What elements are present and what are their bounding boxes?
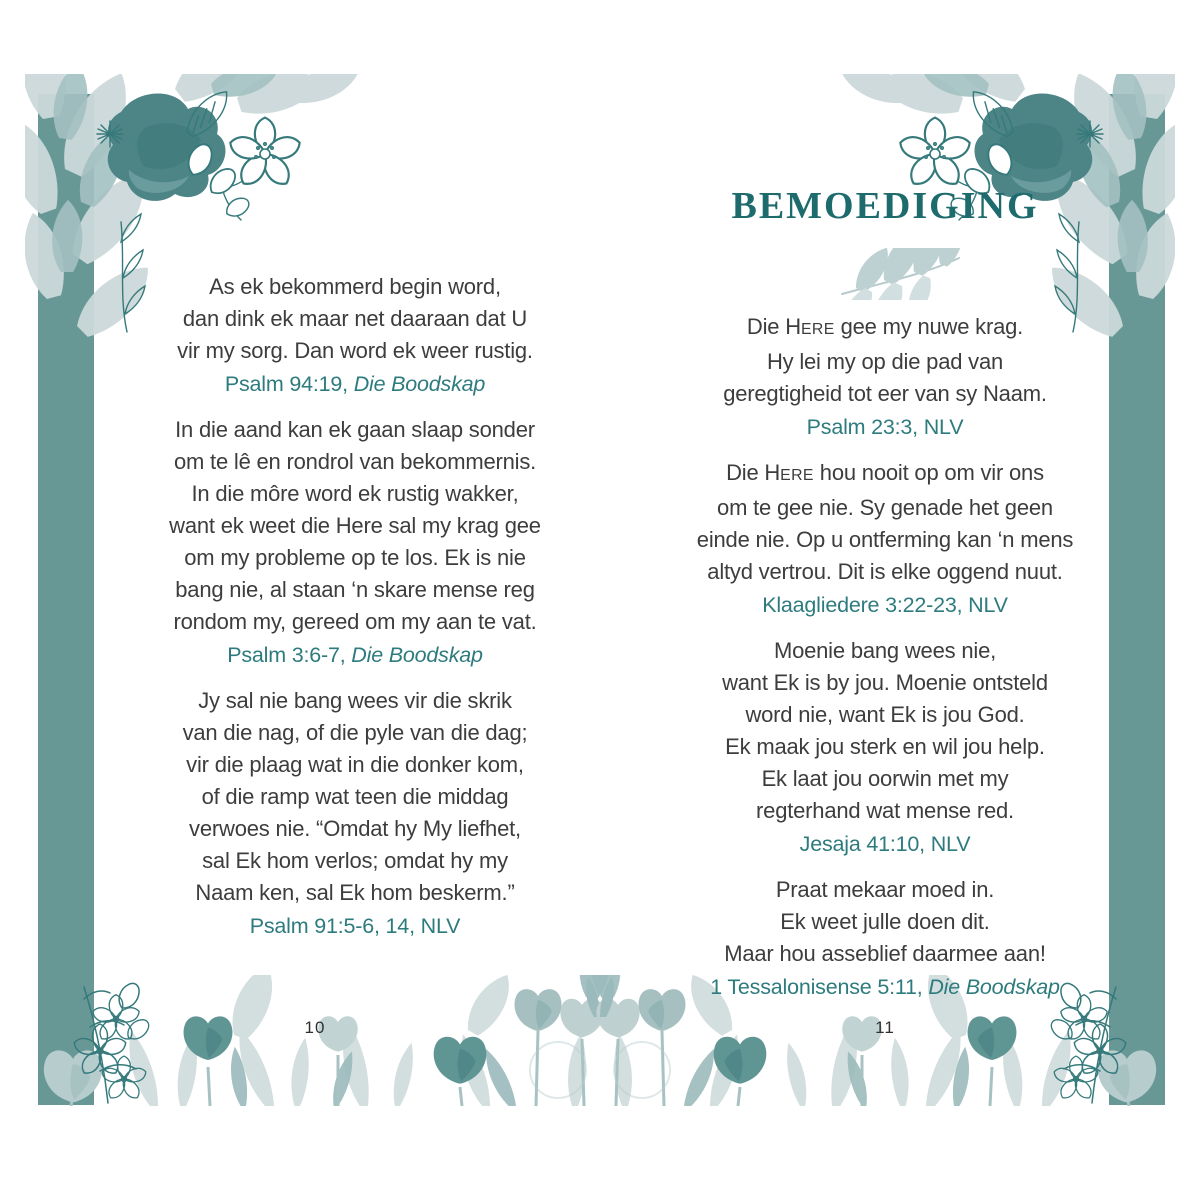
verse-block: [645, 457, 1125, 621]
verse-text: Jy sal nie bang wees vir die skrik van die nag, of die pyle van die dag; vir die plaag wat in die donker kom, of die ramp wat teen die middag verwoes nie. “Omdat hy My liefhet, sal Ek hom verlos; omdat hy my Naam ken, sal Ek hom beskerm.”: [182, 688, 528, 905]
verse-reference: Jesaja 41:10, NLV: [799, 832, 971, 856]
verse-text: Praat mekaar moed in. Ek weet julle doen dit. Maar hou asseblief daarmee aan!: [724, 877, 1046, 966]
verse-text: In die aand kan ek gaan slaap sonder om te lê en rondrol van bekommernis. In die môre word ek rustig wakker, want ek weet die Here sal my krag gee om my probleme op te los. Ek is nie bang nie, al staan ‘n skare mense reg rondom my, gereed om my aan te vat.: [169, 417, 541, 634]
verse-text: Moenie bang wees nie, want Ek is by jou. Moenie ontsteld word nie, want Ek is jou God. Ek maak jou sterk en wil jou help. Ek laat jou oorwin met my regterhand wat mense red.: [722, 638, 1048, 823]
verse-block: [645, 635, 1125, 860]
page-number-left: 10: [304, 1018, 326, 1037]
verse-reference: Psalm 91:5-6, 14, NLV: [249, 914, 461, 938]
right-page-verses: [645, 311, 1125, 1017]
verse-reference: 1 Tessalonisense 5:11, Die Boodskap: [710, 975, 1060, 999]
verse-reference: Psalm 23:3, NLV: [806, 415, 964, 439]
verse-reference: Klaagliedere 3:22-23, NLV: [762, 593, 1008, 617]
verse-text: Die HERE gee my nuwe krag. Hy lei my op die pad van geregtigheid tot eer van sy Naam.: [723, 314, 1047, 406]
verse-reference: Psalm 3:6-7, Die Boodskap: [227, 643, 483, 667]
left-page-verses: [115, 271, 595, 956]
page-number-right: 11: [875, 1018, 895, 1037]
verse-text: As ek bekommerd begin word, dan dink ek maar net daaraan dat U vir my sorg. Dan word ek weer rustig.: [177, 274, 533, 363]
verse-block: [115, 271, 595, 400]
verse-block: [115, 414, 595, 671]
verse-block: [645, 874, 1125, 1003]
verse-reference: Psalm 94:19, Die Boodskap: [224, 372, 486, 396]
verse-block: [645, 311, 1125, 443]
verse-text: Die HERE hou nooit op om vir ons om te gee nie. Sy genade het geen einde nie. Op u ontferming kan ‘n mens altyd vertrou. Dit is elke oggend nuut.: [696, 460, 1074, 584]
title-leaf-sprig-ornament: [838, 248, 963, 300]
chapter-title: BEMOEDIGING: [731, 185, 1039, 227]
verse-block: [115, 685, 595, 942]
